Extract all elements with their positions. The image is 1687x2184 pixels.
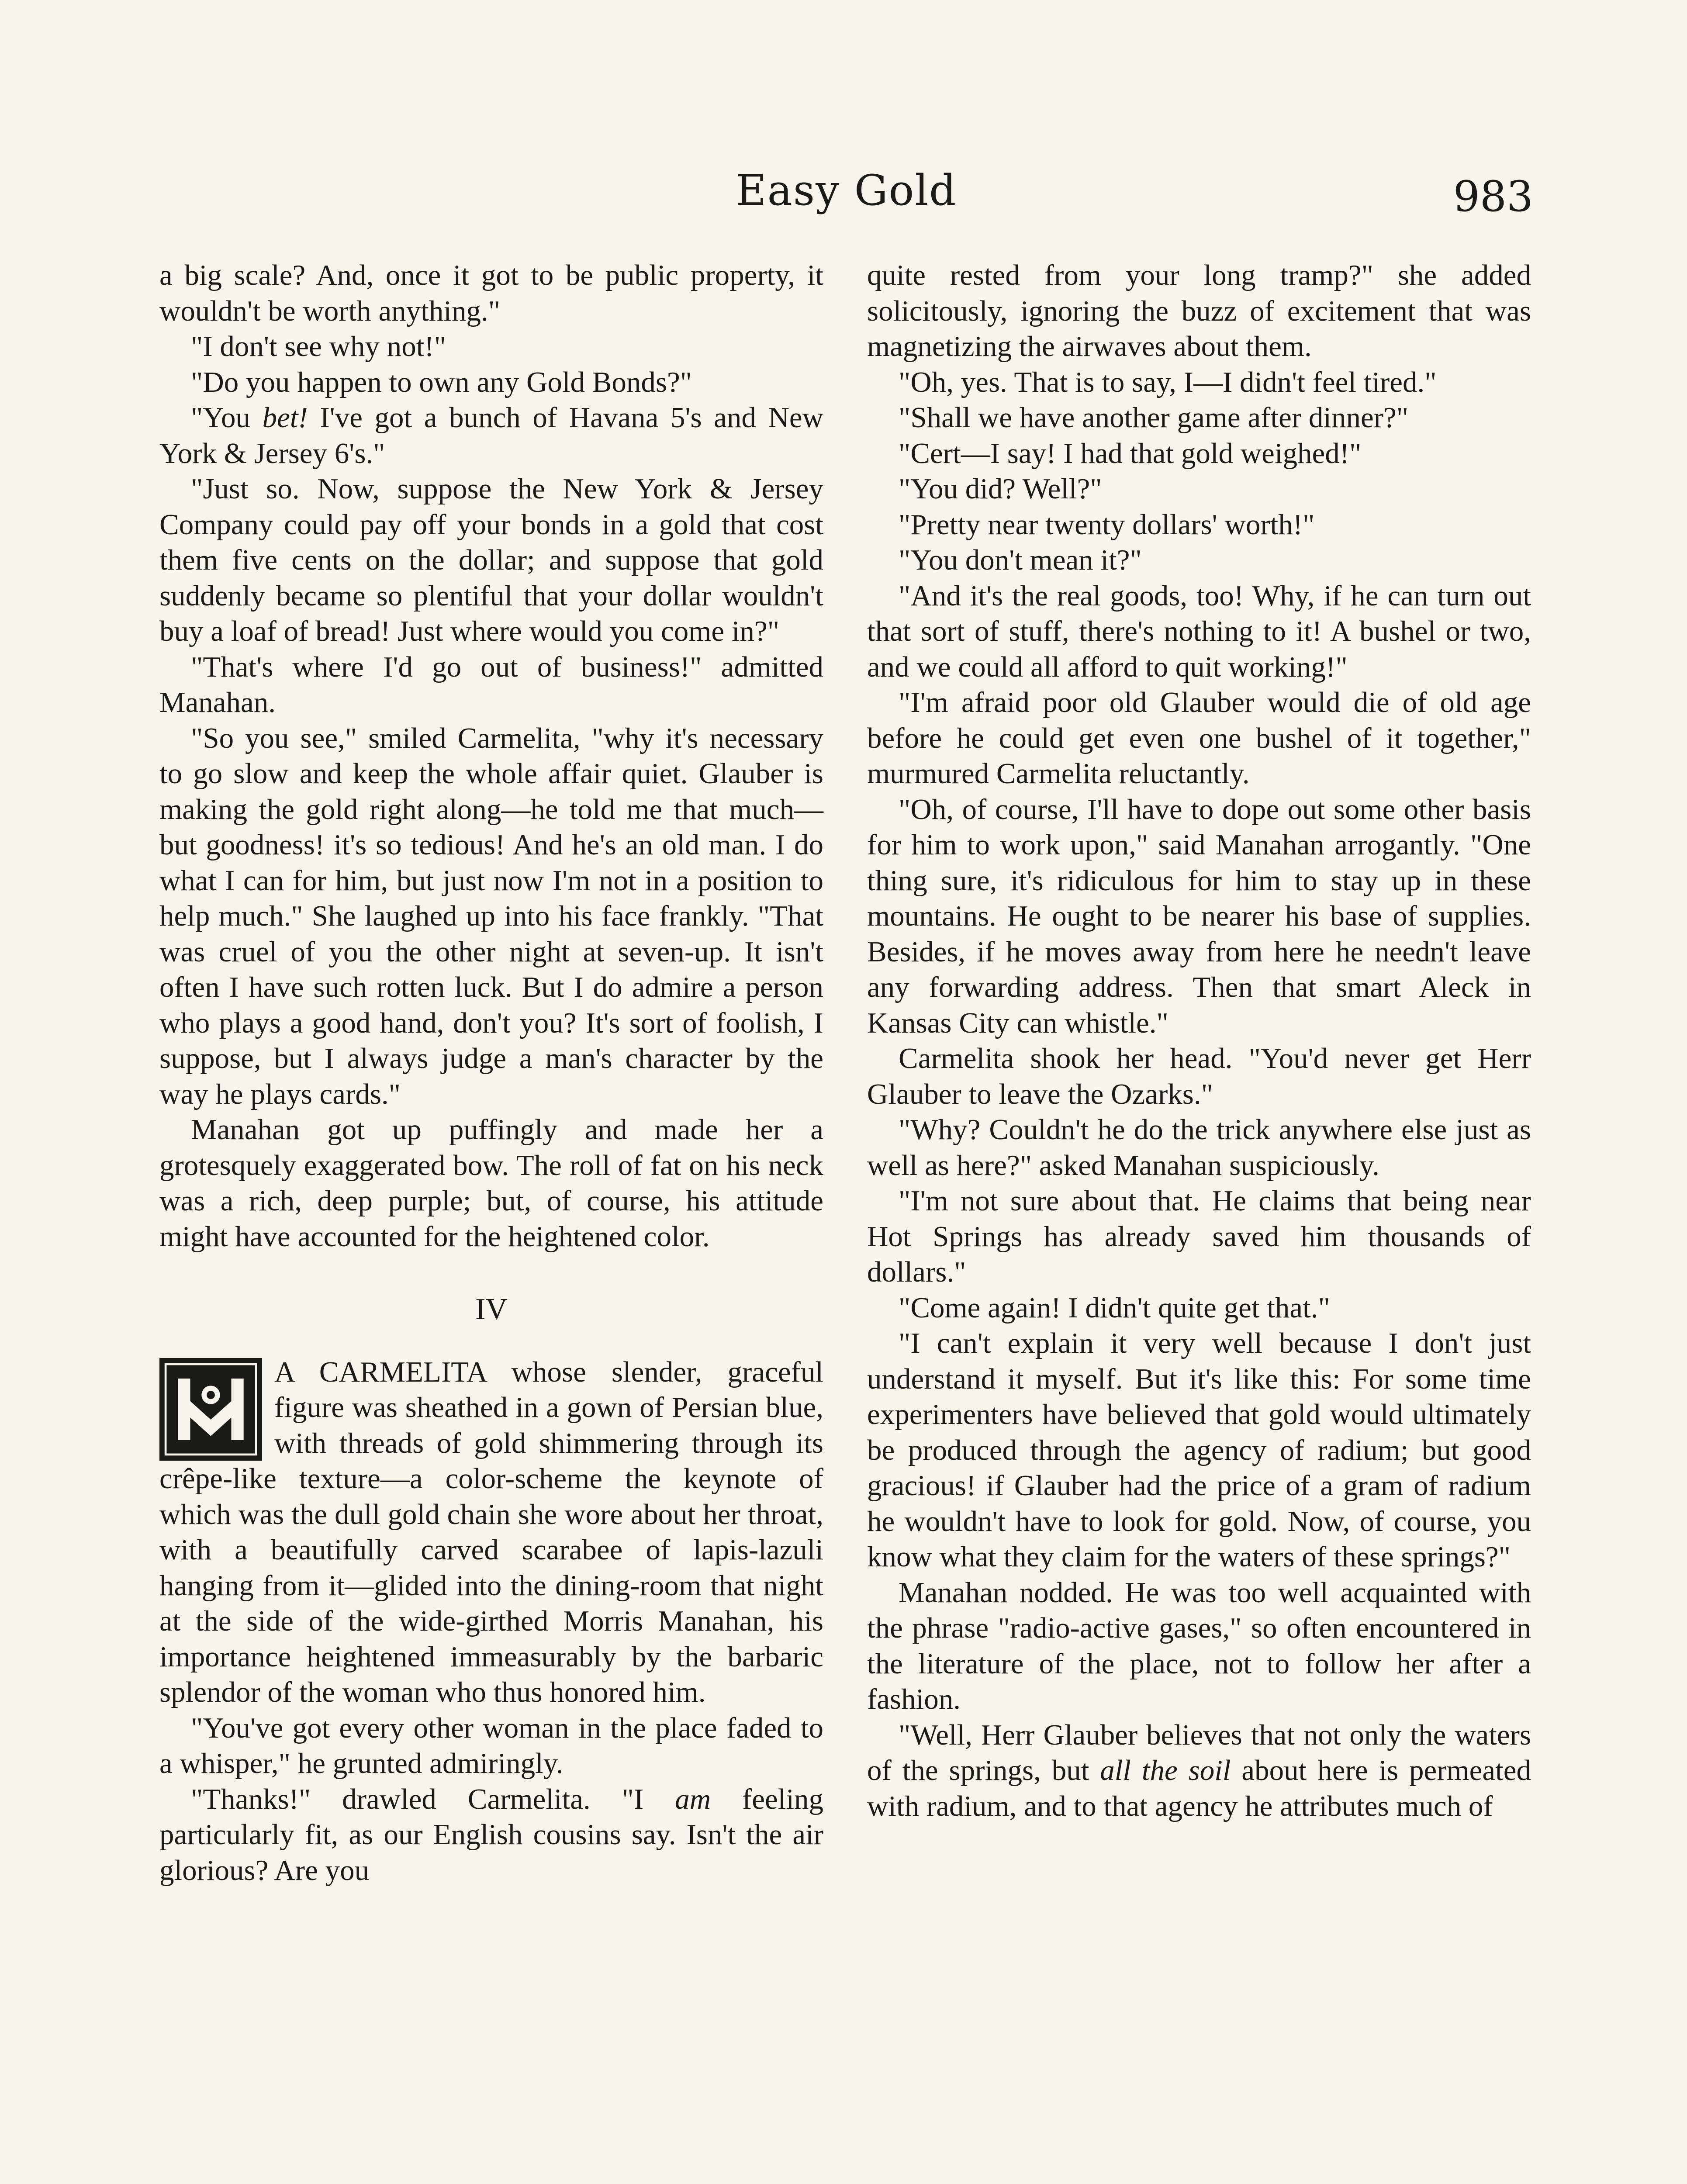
paragraph: "So you see," smiled Carmelita, "why it's necessary to go slow and keep the whole affair quiet. Glauber is making the gold right along—he told me that much—but goodness! it's so tedious! And he's an old man. I do what I can for him, but just now I'm not in a position to help much." She laughed up into his face frankly. "That was cruel of you the other night at seven-up. It isn't often I have such rotten luck. But I do admire a person who plays a good hand, don't you? It's sort of foolish, I suppose, but I always judge a man's character by the way he plays cards." [159,722,823,1110]
paragraph: "Just so. Now, suppose the New York & Jersey Company could pay off your bonds in a gold that cost them five cents on the dollar; and suppose that gold suddenly became so plentiful that your dollar wouldn't buy a loaf of bread! Just where would you come in?" [159,473,823,647]
paragraph: "Oh, yes. That is to say, I—I didn't feel tired." [899,366,1437,398]
section-number: IV [475,1292,508,1326]
paragraph [867,1717,1531,1825]
text-span: "You [191,401,263,434]
paragraph: "Pretty near twenty dollars' worth!" [899,508,1315,541]
page-title: Easy Gold [736,166,957,215]
paragraph: Carmelita shook her head. "You'd never get Herr Glauber to leave the Ozarks." [867,1042,1531,1110]
text-span: "Well, Herr Glauber believes that not only the waters of the springs, but [867,1718,1531,1787]
paragraph: "That's where I'd go out of business!" admitted Manahan. [159,650,823,719]
paragraph: "Oh, of course, I'll have to dope out some other basis for him to work upon," said Manahan arrogantly. "One thing sure, it's ridiculous for him to stay up in these mountains. He ought to be nearer his base of supplies. Besides, if he moves away from here he needn't leave any forwarding address. Then that smart Aleck in Kansas City can whistle." [867,793,1531,1039]
paragraph [159,1782,823,1889]
paragraph: "Shall we have another game after dinner?" [899,401,1409,434]
paragraph: Manahan nodded. He was too well acquainted with the phrase "radio-active gases," so often encountered in the literature of the place, not to follow her after a fashion. [867,1576,1531,1715]
paragraph: "You did? Well?" [899,473,1102,505]
running-header [159,166,1533,227]
paragraph [159,400,823,471]
text-span: about here is permeated with radium, and to that agency he attributes much of [867,1754,1531,1822]
paragraph: Manahan got up puffingly and made her a grotesquely exaggerated bow. The roll of fat on his neck was a rich, deep purple; but, of course, his attitude might have accounted for the heightened color. [159,1113,823,1253]
paragraph: "I don't see why not!" [191,330,446,363]
paragraph: quite rested from your long tramp?" she added solicitously, ignoring the buzz of excitement that was magnetizing the airwaves about them. [867,259,1531,363]
text-span: I've got a bunch of Havana 5's and New York & Jersey 6's." [159,401,823,470]
left-column [159,258,823,1888]
text-span: feeling particularly fit, as our English cousins say. Isn't the air glorious? Are you [159,1783,823,1887]
emphasis: bet! [262,401,308,434]
paragraph [159,1355,823,1711]
emphasis: all the soil [1100,1754,1231,1787]
paragraph: "And it's the real goods, too! Why, if he can turn out that sort of stuff, there's nothing to it! A bushel or two, and we could all afford to quit working!" [867,579,1531,683]
paragraph: "Do you happen to own any Gold Bonds?" [191,366,692,398]
paragraph: "You don't mean it?" [899,544,1142,576]
text-span: "Thanks!" drawled Carmelita. "I [191,1783,675,1815]
right-column [867,258,1531,1824]
paragraph: a big scale? And, once it got to be public property, it wouldn't be worth anything." [159,259,823,327]
paragraph: "I'm not sure about that. He claims that being near Hot Springs has already saved him thousands of dollars." [867,1185,1531,1288]
paragraph: "I'm afraid poor old Glauber would die of old age before he could get even one bushel of it together," murmured Carmelita reluctantly. [867,686,1531,790]
paragraph: "I can't explain it very well because I don't just understand it myself. But it's like this: For some time experimenters have believed that gold would ultimately be produced through the agency of radium; but good gracious! if Glauber had the price of a gram of radium he wouldn't have to look for gold. Now, of course, you know what they claim for the waters of these springs?" [867,1327,1531,1573]
paragraph: "Come again! I didn't quite get that." [899,1291,1330,1324]
drop-cap-ornament-icon [159,1358,262,1461]
paragraph: "Cert—I say! I had that gold weighed!" [899,437,1362,470]
text-span: A CARMELITA whose slender, graceful figure was sheathed in a gown of Persian blue, with threads of gold shimmering through its crêpe-like texture—a color-scheme the keynote of which was the dull gold chain she wore about her throat, with a beautifully carved scarabee of lapis-lazuli hanging from it—glided into the dining-room that night at the side of the wide-girthed Morris Manahan, his importance heightened immeasurably by the barbaric splendor of the woman who thus honored him. [159,1355,823,1708]
page-number: 983 [1453,172,1533,221]
emphasis: am [675,1783,711,1815]
paragraph: "Why? Couldn't he do the trick anywhere else just as well as here?" asked Manahan suspiciously. [867,1113,1531,1182]
paragraph: "You've got every other woman in the place faded to a whisper," he grunted admiringly. [159,1711,823,1780]
